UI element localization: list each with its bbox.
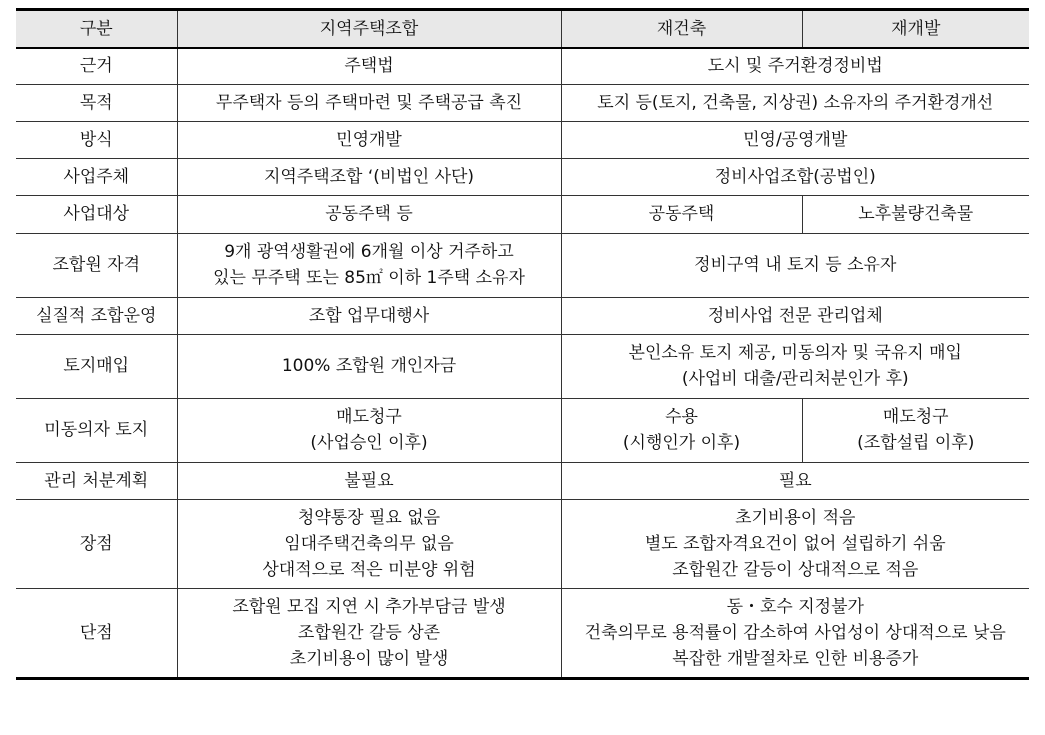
local-cell: 공동주택 등 bbox=[177, 195, 561, 233]
redev-cell bbox=[561, 334, 1029, 398]
cell-line: (사업비 대출/관리처분인가 후) bbox=[681, 369, 909, 389]
cell-line: 초기비용이 적음 bbox=[735, 507, 856, 528]
row-management-plan bbox=[16, 462, 1029, 499]
cell-line: 조합원 모집 지연 시 추가부담금 발생 bbox=[232, 596, 506, 617]
local-cell bbox=[177, 499, 561, 588]
row-qualification bbox=[16, 233, 1029, 297]
row-advantages bbox=[16, 499, 1029, 588]
row-non-consent-land bbox=[16, 398, 1029, 462]
header-local-housing-union: 지역주택조합 bbox=[177, 10, 561, 49]
cell-line: 초기비용이 많이 발생 bbox=[289, 648, 449, 669]
local-cell: 100% 조합원 개인자금 bbox=[177, 334, 561, 398]
row-label: 단점 bbox=[16, 588, 177, 678]
row-method bbox=[16, 121, 1029, 158]
row-label: 목적 bbox=[16, 84, 177, 121]
cell-line: 매도청구 bbox=[882, 407, 949, 427]
redev-cell: 필요 bbox=[561, 462, 1029, 499]
cell-line: (조합설립 이후) bbox=[857, 433, 975, 453]
row-label: 사업주체 bbox=[16, 158, 177, 195]
cell-line: 임대주택건축의무 없음 bbox=[284, 533, 454, 554]
redev-cell: 정비사업 전문 관리업체 bbox=[561, 297, 1029, 334]
row-basis bbox=[16, 48, 1029, 84]
redev-cell bbox=[561, 499, 1029, 588]
redev-cell: 토지 등(토지, 건축물, 지상권) 소유자의 주거환경개선 bbox=[561, 84, 1029, 121]
cell-line: 건축의무로 용적률이 감소하여 사업성이 상대적으로 낮음 bbox=[584, 622, 1006, 643]
row-label: 미동의자 토지 bbox=[16, 398, 177, 462]
cell-line: (시행인가 이후) bbox=[622, 433, 741, 453]
header-redevelopment: 재개발 bbox=[802, 10, 1029, 49]
cell-line: 수용 bbox=[665, 407, 698, 427]
cell-line: 동・호수 지정불가 bbox=[726, 596, 864, 617]
row-label: 장점 bbox=[16, 499, 177, 588]
header-category: 구분 bbox=[16, 10, 177, 49]
cell-line: 본인소유 토지 제공, 미동의자 및 국유지 매입 bbox=[628, 343, 962, 363]
local-cell: 민영개발 bbox=[177, 121, 561, 158]
cell-line: 조합원간 갈등 상존 bbox=[297, 622, 441, 643]
cell-line: 복잡한 개발절차로 인한 비용증가 bbox=[672, 648, 919, 669]
row-purpose bbox=[16, 84, 1029, 121]
rebuild-cell: 공동주택 bbox=[561, 195, 802, 233]
redev-cell: 정비사업조합(공법인) bbox=[561, 158, 1029, 195]
header-row bbox=[16, 10, 1029, 49]
local-cell: 불필요 bbox=[177, 462, 561, 499]
cell-line: 매도청구 bbox=[336, 407, 402, 427]
cell-line: 청약통장 필요 없음 bbox=[297, 507, 441, 528]
row-label: 조합원 자격 bbox=[16, 233, 177, 297]
row-label: 사업대상 bbox=[16, 195, 177, 233]
local-cell: 무주택자 등의 주택마련 및 주택공급 촉진 bbox=[177, 84, 561, 121]
cell-line: (사업승인 이후) bbox=[310, 433, 428, 453]
comparison-table bbox=[16, 8, 1029, 680]
rebuild-cell bbox=[561, 398, 802, 462]
row-operator bbox=[16, 158, 1029, 195]
local-cell: 조합 업무대행사 bbox=[177, 297, 561, 334]
redev-cell: 도시 및 주거환경정비법 bbox=[561, 48, 1029, 84]
local-cell: 지역주택조합 ‘(비법인 사단) bbox=[177, 158, 561, 195]
row-label: 토지매입 bbox=[16, 334, 177, 398]
redevelop-cell: 노후불량건축물 bbox=[802, 195, 1029, 233]
cell-line: 있는 무주택 또는 85㎡ 이하 1주택 소유자 bbox=[213, 268, 525, 288]
redevelop-cell bbox=[802, 398, 1029, 462]
row-label: 관리 처분계획 bbox=[16, 462, 177, 499]
local-cell bbox=[177, 233, 561, 297]
row-operation bbox=[16, 297, 1029, 334]
local-cell bbox=[177, 398, 561, 462]
row-disadvantages bbox=[16, 588, 1029, 678]
header-reconstruction: 재건축 bbox=[561, 10, 802, 49]
cell-line: 9개 광역생활권에 6개월 이상 거주하고 bbox=[224, 242, 514, 262]
row-label: 근거 bbox=[16, 48, 177, 84]
local-cell: 주택법 bbox=[177, 48, 561, 84]
redev-cell: 민영/공영개발 bbox=[561, 121, 1029, 158]
row-land-purchase bbox=[16, 334, 1029, 398]
local-cell bbox=[177, 588, 561, 678]
cell-line: 조합원간 갈등이 상대적으로 적음 bbox=[672, 559, 919, 580]
cell-line: 별도 조합자격요건이 없어 설립하기 쉬움 bbox=[644, 533, 946, 554]
row-label: 실질적 조합운영 bbox=[16, 297, 177, 334]
cell-line: 상대적으로 적은 미분양 위험 bbox=[262, 559, 476, 580]
redev-cell: 정비구역 내 토지 등 소유자 bbox=[561, 233, 1029, 297]
row-label: 방식 bbox=[16, 121, 177, 158]
row-target bbox=[16, 195, 1029, 233]
redev-cell bbox=[561, 588, 1029, 678]
